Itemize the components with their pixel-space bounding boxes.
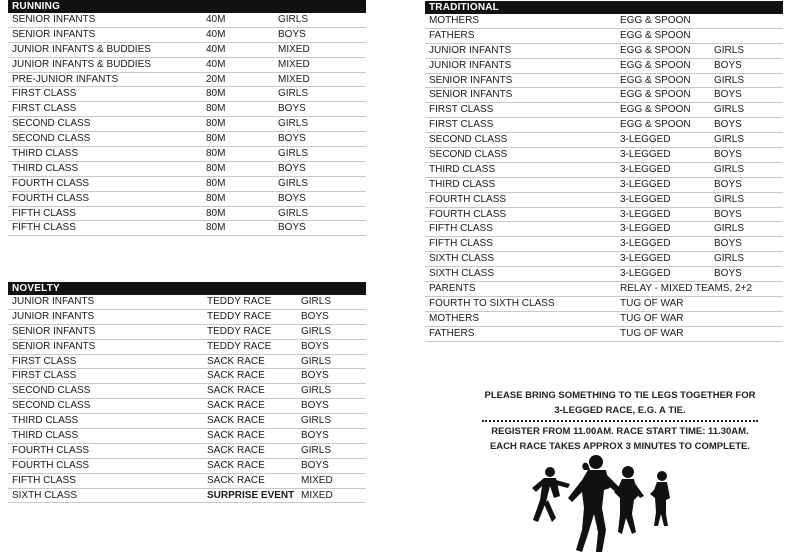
running-cell-c1: FIRST CLASS — [12, 103, 77, 115]
traditional-cell-c2: EGG & SPOON — [620, 89, 691, 101]
traditional-cell-c2: EGG & SPOON — [620, 29, 691, 41]
novelty-cell-c1: THIRD CLASS — [12, 415, 79, 427]
traditional-row — [425, 29, 783, 44]
traditional-cell-c2: 3-LEGGED — [620, 208, 671, 220]
running-cell-c2: 80M — [206, 118, 226, 130]
novelty-row — [8, 489, 366, 504]
novelty-row — [8, 340, 366, 355]
traditional-row — [425, 312, 783, 327]
traditional-cell-c1: FATHERS — [429, 29, 475, 41]
novelty-header: NOVELTY — [8, 282, 366, 295]
running-rows — [8, 13, 366, 236]
traditional-cell-c2: 3-LEGGED — [620, 238, 671, 250]
novelty-row — [8, 429, 366, 444]
running-cell-c3: GIRLS — [278, 177, 309, 189]
traditional-cell-c3: BOYS — [714, 238, 742, 250]
running-row — [8, 147, 366, 162]
traditional-cell-c3 — [714, 14, 783, 28]
traditional-row — [425, 44, 783, 59]
running-cell-c1: SECOND CLASS — [12, 118, 91, 130]
running-cell-c3: BOYS — [278, 103, 306, 115]
novelty-cell-c1: SENIOR INFANTS — [12, 340, 96, 352]
traditional-cell-c2: EGG & SPOON — [620, 104, 691, 116]
novelty-cell-c1: FOURTH CLASS — [12, 444, 90, 456]
notice-line-1: PLEASE BRING SOMETHING TO TIE LEGS TOGETHER FOR — [484, 390, 756, 401]
running-cell-c1: THIRD CLASS — [12, 148, 79, 160]
traditional-cell-c2: EGG & SPOON — [620, 119, 691, 131]
traditional-cell-c1: MOTHERS — [429, 15, 479, 26]
traditional-row — [425, 59, 783, 74]
running-row — [8, 73, 366, 88]
novelty-cell-c1: FIFTH CLASS — [12, 474, 76, 486]
novelty-cell-c2: SACK RACE — [207, 355, 265, 367]
traditional-cell-c3: BOYS — [714, 178, 742, 190]
running-cell-c1: THIRD CLASS — [12, 162, 79, 174]
running-cell-c1: SECOND CLASS — [12, 133, 91, 145]
traditional-cell-c3: BOYS — [714, 89, 742, 101]
running-cell-c1: FIFTH CLASS — [12, 207, 76, 219]
running-cell-c2: 80M — [206, 148, 226, 160]
traditional-row — [425, 148, 783, 163]
running-cell-c1: FIFTH CLASS — [12, 222, 76, 234]
traditional-row — [425, 103, 783, 118]
traditional-row — [425, 297, 783, 312]
running-row — [8, 102, 366, 117]
traditional-cell-c2: 3-LEGGED — [620, 193, 671, 205]
traditional-row — [425, 208, 783, 223]
novelty-panel — [8, 282, 366, 503]
running-cell-c3: GIRLS — [278, 14, 309, 25]
running-cell-c2: 80M — [206, 192, 226, 204]
traditional-cell-c3: GIRLS — [714, 134, 745, 146]
novelty-cell-c3: GIRLS — [301, 444, 332, 456]
novelty-cell-c2: SACK RACE — [207, 415, 265, 427]
traditional-cell-c2: 3-LEGGED — [620, 253, 671, 265]
traditional-row — [425, 74, 783, 89]
running-cell-c1: FOURTH CLASS — [12, 192, 90, 204]
notice-line-4: EACH RACE TAKES APPROX 3 MINUTES TO COMPLETE. — [489, 441, 751, 452]
running-cell-c2: 80M — [206, 207, 226, 219]
novelty-cell-c2: TEDDY RACE — [207, 340, 272, 352]
running-cell-c3: BOYS — [278, 222, 306, 234]
running-row — [8, 87, 366, 102]
traditional-row — [425, 252, 783, 267]
traditional-row — [425, 327, 783, 342]
traditional-row — [425, 222, 783, 237]
traditional-cell-c1: SENIOR INFANTS — [429, 74, 513, 86]
novelty-cell-c2: SACK RACE — [207, 430, 265, 442]
traditional-row — [425, 178, 783, 193]
running-cell-c3: BOYS — [278, 162, 306, 174]
running-row — [8, 192, 366, 207]
traditional-cell-c3 — [714, 29, 783, 43]
traditional-cell-c2: 3-LEGGED — [620, 149, 671, 161]
traditional-cell-c1: FATHERS — [429, 327, 475, 339]
novelty-cell-c3: GIRLS — [301, 296, 332, 307]
traditional-cell-c3 — [714, 312, 783, 326]
novelty-cell-c1: JUNIOR INFANTS — [12, 296, 95, 307]
traditional-cell-c2: EGG & SPOON — [620, 74, 691, 86]
novelty-cell-c3: BOYS — [301, 459, 329, 471]
running-cell-c3: GIRLS — [278, 207, 309, 219]
running-row — [8, 117, 366, 132]
traditional-row — [425, 163, 783, 178]
running-cell-c2: 80M — [206, 177, 226, 189]
traditional-cell-c3: BOYS — [714, 149, 742, 161]
novelty-cell-c3: BOYS — [301, 400, 329, 412]
traditional-cell-c3: GIRLS — [714, 163, 745, 175]
running-cell-c3: GIRLS — [278, 148, 309, 160]
novelty-cell-c3: GIRLS — [301, 325, 332, 337]
traditional-cell-c1: JUNIOR INFANTS — [429, 59, 512, 71]
traditional-cell-c1: THIRD CLASS — [429, 163, 496, 175]
novelty-row — [8, 399, 366, 414]
novelty-cell-c3: BOYS — [301, 430, 329, 442]
running-row — [8, 162, 366, 177]
traditional-cell-c2: 3-LEGGED — [620, 134, 671, 146]
dotted-divider — [482, 420, 758, 422]
novelty-row — [8, 355, 366, 370]
novelty-cell-c3: BOYS — [301, 310, 329, 322]
novelty-cell-c3: GIRLS — [301, 385, 332, 397]
running-children-silhouette-icon — [530, 452, 680, 558]
traditional-cell-c3: BOYS — [714, 268, 742, 280]
traditional-cell-c1: SIXTH CLASS — [429, 253, 495, 265]
traditional-cell-c1: PARENTS — [429, 283, 476, 295]
running-cell-c1: SENIOR INFANTS — [12, 28, 96, 40]
traditional-row — [425, 282, 783, 297]
traditional-cell-c3: BOYS — [714, 59, 742, 71]
traditional-cell-c1: SENIOR INFANTS — [429, 89, 513, 101]
traditional-cell-c2: EGG & SPOON — [620, 59, 691, 71]
running-cell-c2: 40M — [206, 28, 226, 40]
traditional-cell-c1: FIRST CLASS — [429, 104, 494, 116]
novelty-row — [8, 414, 366, 429]
running-header: RUNNING — [8, 0, 366, 13]
running-cell-c2: 40M — [206, 14, 226, 25]
traditional-cell-c3: GIRLS — [714, 253, 745, 265]
traditional-cell-c1: THIRD CLASS — [429, 178, 496, 190]
traditional-cell-c3: GIRLS — [714, 74, 745, 86]
novelty-cell-c2: TEDDY RACE — [207, 325, 272, 337]
traditional-cell-c3: BOYS — [714, 208, 742, 220]
running-cell-c2: 80M — [206, 133, 226, 145]
traditional-cell-c2: 3-LEGGED — [620, 178, 671, 190]
traditional-row — [425, 118, 783, 133]
running-cell-c3: BOYS — [278, 133, 306, 145]
traditional-row — [425, 14, 783, 29]
traditional-cell-c2: TUG OF WAR — [620, 297, 684, 309]
running-cell-c2: 80M — [206, 222, 226, 234]
novelty-cell-c2: SACK RACE — [207, 459, 265, 471]
traditional-cell-c2: TUG OF WAR — [620, 312, 684, 324]
traditional-rows — [425, 14, 783, 342]
novelty-cell-c3: MIXED — [301, 474, 333, 486]
running-cell-c3: BOYS — [278, 192, 306, 204]
traditional-cell-c1: FIFTH CLASS — [429, 223, 493, 235]
traditional-cell-c1: SECOND CLASS — [429, 134, 508, 146]
novelty-cell-c1: JUNIOR INFANTS — [12, 310, 95, 322]
traditional-header: TRADITIONAL — [425, 1, 783, 14]
novelty-cell-c1: SENIOR INFANTS — [12, 325, 96, 337]
novelty-cell-c1: FOURTH CLASS — [12, 459, 90, 471]
running-cell-c2: 40M — [206, 58, 226, 70]
novelty-rows — [8, 295, 366, 503]
running-row — [8, 221, 366, 236]
running-cell-c1: JUNIOR INFANTS & BUDDIES — [12, 58, 151, 70]
running-row — [8, 13, 366, 28]
running-cell-c1: PRE-JUNIOR INFANTS — [12, 73, 119, 85]
traditional-cell-c3: GIRLS — [714, 104, 745, 116]
traditional-cell-c3 — [714, 327, 783, 341]
novelty-cell-c2: SACK RACE — [207, 385, 265, 397]
traditional-cell-c1: SIXTH CLASS — [429, 268, 495, 280]
traditional-row — [425, 133, 783, 148]
novelty-cell-c3: GIRLS — [301, 355, 332, 367]
traditional-cell-c3: GIRLS — [714, 223, 745, 235]
traditional-cell-c2: EGG & SPOON — [620, 44, 691, 56]
novelty-row — [8, 295, 366, 310]
novelty-cell-c1: SIXTH CLASS — [12, 489, 78, 501]
traditional-row — [425, 267, 783, 282]
traditional-cell-c2: RELAY - MIXED TEAMS, 2+2 — [620, 283, 752, 295]
novelty-cell-c1: THIRD CLASS — [12, 430, 79, 442]
novelty-cell-c1: FIRST CLASS — [12, 355, 77, 367]
novelty-cell-c3: BOYS — [301, 340, 329, 352]
running-cell-c2: 20M — [206, 73, 226, 85]
running-cell-c3: GIRLS — [278, 88, 309, 100]
running-cell-c3: GIRLS — [278, 118, 309, 130]
novelty-cell-c2: TEDDY RACE — [207, 310, 272, 322]
novelty-row — [8, 444, 366, 459]
novelty-cell-c3: GIRLS — [301, 415, 332, 427]
traditional-cell-c1: FIFTH CLASS — [429, 238, 493, 250]
traditional-row — [425, 237, 783, 252]
novelty-cell-c2: TEDDY RACE — [207, 296, 272, 307]
traditional-cell-c1: MOTHERS — [429, 312, 479, 324]
novelty-row — [8, 310, 366, 325]
novelty-cell-c3: MIXED — [301, 489, 333, 501]
running-cell-c1: FIRST CLASS — [12, 88, 77, 100]
running-cell-c2: 80M — [206, 88, 226, 100]
novelty-cell-c2: SACK RACE — [207, 444, 265, 456]
running-cell-c3: MIXED — [278, 73, 310, 85]
running-cell-c2: 80M — [206, 162, 226, 174]
traditional-cell-c1: FOURTH CLASS — [429, 208, 507, 220]
novelty-row — [8, 384, 366, 399]
traditional-cell-c2: EGG & SPOON — [620, 15, 691, 26]
running-cell-c3: MIXED — [278, 58, 310, 70]
novelty-row — [8, 325, 366, 340]
traditional-cell-c2: TUG OF WAR — [620, 327, 684, 339]
novelty-cell-c2: SURPRISE EVENT — [207, 489, 295, 501]
running-row — [8, 28, 366, 43]
traditional-cell-c1: FOURTH CLASS — [429, 193, 507, 205]
running-row — [8, 177, 366, 192]
traditional-cell-c2: 3-LEGGED — [620, 163, 671, 175]
novelty-row — [8, 369, 366, 384]
traditional-cell-c1: SECOND CLASS — [429, 149, 508, 161]
traditional-cell-c3: GIRLS — [714, 193, 745, 205]
novelty-cell-c1: FIRST CLASS — [12, 370, 77, 382]
traditional-cell-c2: 3-LEGGED — [620, 268, 671, 280]
traditional-row — [425, 88, 783, 103]
traditional-cell-c1: JUNIOR INFANTS — [429, 44, 512, 56]
traditional-cell-c3 — [714, 282, 783, 296]
running-cell-c1: SENIOR INFANTS — [12, 14, 96, 25]
traditional-row — [425, 193, 783, 208]
novelty-cell-c3: BOYS — [301, 370, 329, 382]
running-row — [8, 58, 366, 73]
running-cell-c1: FOURTH CLASS — [12, 177, 90, 189]
novelty-cell-c2: SACK RACE — [207, 474, 265, 486]
running-row — [8, 132, 366, 147]
traditional-cell-c3: BOYS — [714, 119, 742, 131]
running-cell-c1: JUNIOR INFANTS & BUDDIES — [12, 43, 151, 55]
novelty-cell-c2: SACK RACE — [207, 400, 265, 412]
running-cell-c2: 80M — [206, 103, 226, 115]
novelty-cell-c1: SECOND CLASS — [12, 400, 91, 412]
traditional-cell-c3: GIRLS — [714, 44, 745, 56]
traditional-panel — [425, 1, 783, 342]
novelty-cell-c1: SECOND CLASS — [12, 385, 91, 397]
running-cell-c2: 40M — [206, 43, 226, 55]
running-cell-c3: MIXED — [278, 43, 310, 55]
running-panel — [8, 0, 366, 236]
notice-line-2: 3-LEGGED RACE, E.G. A TIE. — [554, 405, 686, 416]
running-row — [8, 43, 366, 58]
traditional-cell-c1: FIRST CLASS — [429, 119, 494, 131]
novelty-row — [8, 474, 366, 489]
notice-box — [470, 388, 770, 454]
running-row — [8, 207, 366, 222]
traditional-cell-c2: 3-LEGGED — [620, 223, 671, 235]
traditional-cell-c3 — [714, 297, 783, 311]
notice-line-3: REGISTER FROM 11.00AM. RACE START TIME: 11.30AM. — [491, 426, 749, 437]
novelty-row — [8, 459, 366, 474]
traditional-cell-c1: FOURTH TO SIXTH CLASS — [429, 297, 555, 309]
running-cell-c3: BOYS — [278, 28, 306, 40]
novelty-cell-c2: SACK RACE — [207, 370, 265, 382]
